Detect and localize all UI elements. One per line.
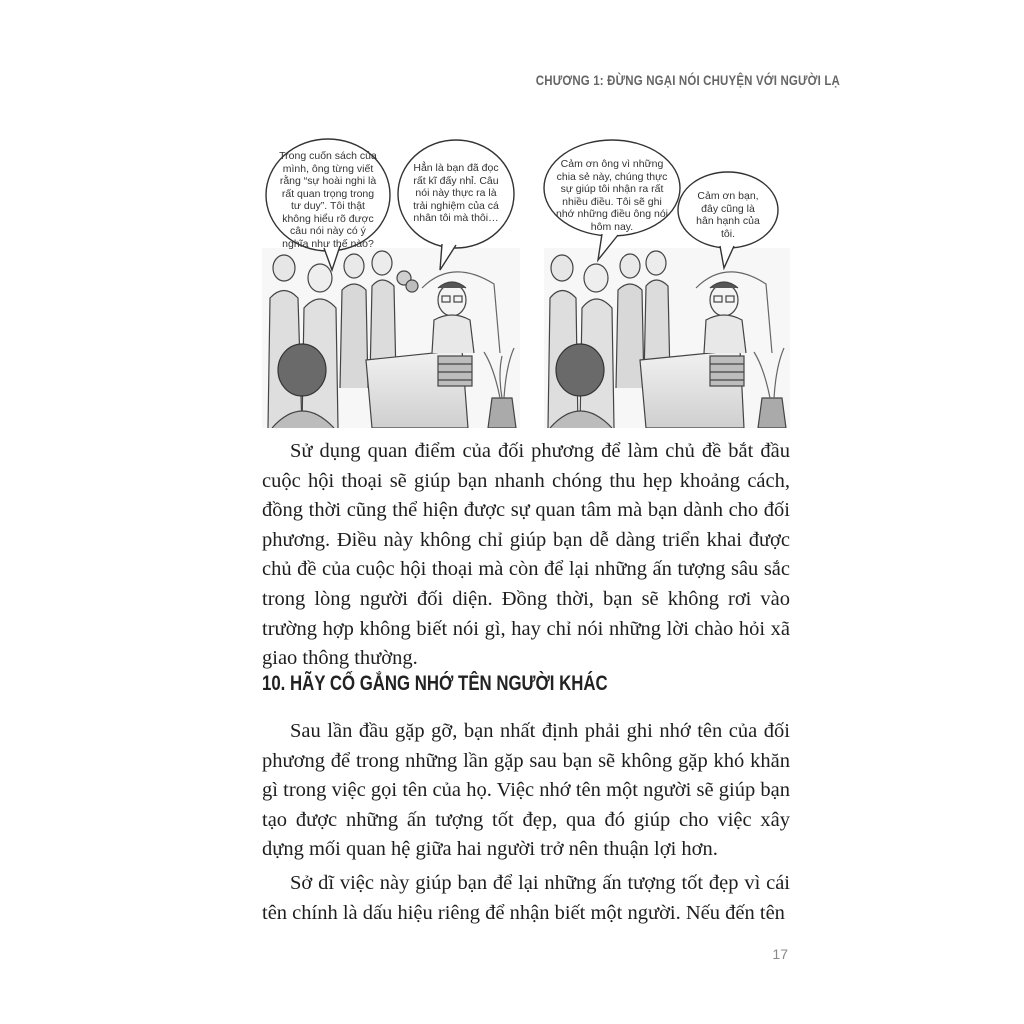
paragraph-2: Sau lần đầu gặp gỡ, bạn nhất định phải ghi nhớ tên của đối phương để trong những lần gặp sau bạn sẽ không gặp khó khăn gì trong việc gọi tên của họ. Việc nhớ tên một người sẽ giúp bạn tạo được những ấn tượng tốt đẹp, qua đó giúp cho việc xây dựng mối quan hệ giữa hai người trở nên thuận lợi hơn. [262, 720, 790, 861]
page-number: 17 [772, 946, 788, 962]
running-header: CHƯƠNG 1: ĐỪNG NGẠI NÓI CHUYỆN VỚI NGƯỜI LẠ [535, 72, 840, 88]
paragraph-1: Sử dụng quan điểm của đối phương để làm chủ đề bắt đầu cuộc hội thoại sẽ giúp bạn nhanh chóng thu hẹp khoảng cách, đồng thời cũng thể hiện được sự quan tâm mà bạn dành cho đối phương. Điều này không chỉ giúp bạn dễ dàng triển khai được chủ đề của cuộc hội thoại mà còn để lại những ấn tượng sâu sắc trong lòng người đối diện. Đồng thời, bạn sẽ không rơi vào trường hợp không biết nói gì, hay chỉ nói những lời chào hỏi xã giao thông thường. [262, 440, 790, 670]
speech-bubble-4-text: Cảm ơn bạn, đây cũng là hân hạnh của tôi. [696, 190, 760, 240]
speech-bubble-3-text: Cảm ơn ông vì những chia sẻ này, chúng thực sự giúp tôi nhận ra rất nhiều điều. Tôi sẽ ghi nhớ những điều ông nói hôm nay. [555, 158, 668, 233]
comic-panel-2 [544, 248, 790, 428]
comic-illustration [262, 138, 790, 428]
section-heading: 10. HÃY CỐ GẮNG NHỚ TÊN NGƯỜI KHÁC [262, 672, 608, 695]
speech-bubble-2-text: Hẳn là bạn đã đọc rất kĩ đấy nhỉ. Câu nói này thực ra là trải nghiệm của cá nhân tôi mà thôi… [413, 162, 499, 224]
speech-bubble-1-text: Trong cuốn sách của mình, ông từng viết rằng “sự hoài nghi là rất quan trọng trong tư duy”. Tôi thật không hiểu rõ được câu nói này có ý nghĩa như thế nào? [279, 150, 377, 250]
comic-panel-1 [262, 248, 520, 428]
paragraph-3: Sở dĩ việc này giúp bạn để lại những ấn tượng tốt đẹp vì cái tên chính là dấu hiệu riêng để nhận biết một người. Nếu đến tên [262, 872, 790, 924]
